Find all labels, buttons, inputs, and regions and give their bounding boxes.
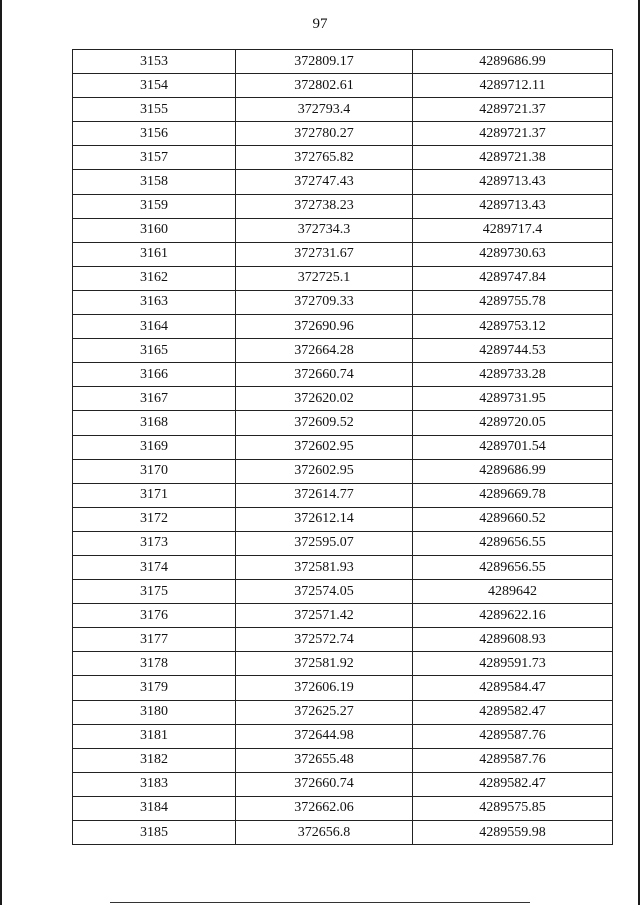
table-row	[73, 122, 613, 146]
x-coordinate-cell: 372595.07	[236, 531, 413, 555]
x-coordinate-cell: 372738.23	[236, 194, 413, 218]
point-id-cell: 3157	[73, 146, 236, 170]
table-row	[73, 363, 613, 387]
y-coordinate-cell: 4289731.95	[413, 387, 613, 411]
table-row	[73, 242, 613, 266]
x-coordinate-cell: 372572.74	[236, 628, 413, 652]
x-coordinate-cell: 372780.27	[236, 122, 413, 146]
table-row	[73, 435, 613, 459]
x-coordinate-cell: 372734.3	[236, 218, 413, 242]
point-id-cell: 3164	[73, 315, 236, 339]
table-row	[73, 676, 613, 700]
table-row	[73, 507, 613, 531]
point-id-cell: 3159	[73, 194, 236, 218]
table-row	[73, 50, 613, 74]
point-id-cell: 3160	[73, 218, 236, 242]
table-row	[73, 604, 613, 628]
table-row	[73, 724, 613, 748]
y-coordinate-cell: 4289721.37	[413, 122, 613, 146]
y-coordinate-cell: 4289587.76	[413, 724, 613, 748]
x-coordinate-cell: 372574.05	[236, 580, 413, 604]
y-coordinate-cell: 4289686.99	[413, 50, 613, 74]
coordinates-table	[72, 49, 613, 845]
point-id-cell: 3177	[73, 628, 236, 652]
y-coordinate-cell: 4289730.63	[413, 242, 613, 266]
table-row	[73, 483, 613, 507]
x-coordinate-cell: 372660.74	[236, 363, 413, 387]
x-coordinate-cell: 372731.67	[236, 242, 413, 266]
table-row	[73, 821, 613, 845]
y-coordinate-cell: 4289575.85	[413, 796, 613, 820]
point-id-cell: 3162	[73, 266, 236, 290]
point-id-cell: 3173	[73, 531, 236, 555]
y-coordinate-cell: 4289582.47	[413, 700, 613, 724]
point-id-cell: 3185	[73, 821, 236, 845]
x-coordinate-cell: 372660.74	[236, 772, 413, 796]
y-coordinate-cell: 4289656.55	[413, 555, 613, 579]
point-id-cell: 3161	[73, 242, 236, 266]
y-coordinate-cell: 4289733.28	[413, 363, 613, 387]
coordinates-table-container	[72, 49, 613, 845]
y-coordinate-cell: 4289744.53	[413, 339, 613, 363]
x-coordinate-cell: 372765.82	[236, 146, 413, 170]
table-row	[73, 580, 613, 604]
y-coordinate-cell: 4289753.12	[413, 315, 613, 339]
point-id-cell: 3154	[73, 74, 236, 98]
point-id-cell: 3166	[73, 363, 236, 387]
x-coordinate-cell: 372725.1	[236, 266, 413, 290]
x-coordinate-cell: 372606.19	[236, 676, 413, 700]
table-row	[73, 628, 613, 652]
bottom-rule	[110, 902, 530, 903]
table-row	[73, 700, 613, 724]
x-coordinate-cell: 372612.14	[236, 507, 413, 531]
point-id-cell: 3181	[73, 724, 236, 748]
y-coordinate-cell: 4289747.84	[413, 266, 613, 290]
point-id-cell: 3168	[73, 411, 236, 435]
x-coordinate-cell: 372614.77	[236, 483, 413, 507]
y-coordinate-cell: 4289713.43	[413, 170, 613, 194]
y-coordinate-cell: 4289660.52	[413, 507, 613, 531]
y-coordinate-cell: 4289686.99	[413, 459, 613, 483]
x-coordinate-cell: 372581.93	[236, 555, 413, 579]
table-row	[73, 315, 613, 339]
table-row	[73, 98, 613, 122]
y-coordinate-cell: 4289608.93	[413, 628, 613, 652]
x-coordinate-cell: 372662.06	[236, 796, 413, 820]
point-id-cell: 3156	[73, 122, 236, 146]
point-id-cell: 3172	[73, 507, 236, 531]
point-id-cell: 3163	[73, 290, 236, 314]
y-coordinate-cell: 4289656.55	[413, 531, 613, 555]
point-id-cell: 3176	[73, 604, 236, 628]
point-id-cell: 3183	[73, 772, 236, 796]
x-coordinate-cell: 372625.27	[236, 700, 413, 724]
x-coordinate-cell: 372655.48	[236, 748, 413, 772]
point-id-cell: 3169	[73, 435, 236, 459]
x-coordinate-cell: 372793.4	[236, 98, 413, 122]
point-id-cell: 3175	[73, 580, 236, 604]
table-row	[73, 290, 613, 314]
point-id-cell: 3153	[73, 50, 236, 74]
table-row	[73, 194, 613, 218]
y-coordinate-cell: 4289721.37	[413, 98, 613, 122]
point-id-cell: 3171	[73, 483, 236, 507]
x-coordinate-cell: 372581.92	[236, 652, 413, 676]
y-coordinate-cell: 4289755.78	[413, 290, 613, 314]
table-row	[73, 170, 613, 194]
x-coordinate-cell: 372571.42	[236, 604, 413, 628]
y-coordinate-cell: 4289713.43	[413, 194, 613, 218]
table-row	[73, 339, 613, 363]
point-id-cell: 3174	[73, 555, 236, 579]
table-row	[73, 218, 613, 242]
y-coordinate-cell: 4289642	[413, 580, 613, 604]
table-row	[73, 652, 613, 676]
x-coordinate-cell: 372609.52	[236, 411, 413, 435]
x-coordinate-cell: 372709.33	[236, 290, 413, 314]
point-id-cell: 3158	[73, 170, 236, 194]
page-number: 97	[312, 16, 328, 32]
table-row	[73, 748, 613, 772]
point-id-cell: 3155	[73, 98, 236, 122]
y-coordinate-cell: 4289720.05	[413, 411, 613, 435]
point-id-cell: 3165	[73, 339, 236, 363]
point-id-cell: 3182	[73, 748, 236, 772]
table-row	[73, 266, 613, 290]
point-id-cell: 3167	[73, 387, 236, 411]
point-id-cell: 3179	[73, 676, 236, 700]
y-coordinate-cell: 4289584.47	[413, 676, 613, 700]
table-row	[73, 459, 613, 483]
y-coordinate-cell: 4289591.73	[413, 652, 613, 676]
table-row	[73, 555, 613, 579]
x-coordinate-cell: 372656.8	[236, 821, 413, 845]
y-coordinate-cell: 4289559.98	[413, 821, 613, 845]
x-coordinate-cell: 372602.95	[236, 435, 413, 459]
point-id-cell: 3184	[73, 796, 236, 820]
y-coordinate-cell: 4289712.11	[413, 74, 613, 98]
y-coordinate-cell: 4289587.76	[413, 748, 613, 772]
x-coordinate-cell: 372747.43	[236, 170, 413, 194]
table-row	[73, 531, 613, 555]
y-coordinate-cell: 4289582.47	[413, 772, 613, 796]
coordinates-table-body	[73, 50, 613, 845]
y-coordinate-cell: 4289669.78	[413, 483, 613, 507]
x-coordinate-cell: 372809.17	[236, 50, 413, 74]
table-row	[73, 411, 613, 435]
table-row	[73, 146, 613, 170]
point-id-cell: 3178	[73, 652, 236, 676]
point-id-cell: 3180	[73, 700, 236, 724]
table-row	[73, 74, 613, 98]
y-coordinate-cell: 4289622.16	[413, 604, 613, 628]
y-coordinate-cell: 4289721.38	[413, 146, 613, 170]
point-id-cell: 3170	[73, 459, 236, 483]
table-row	[73, 796, 613, 820]
table-row	[73, 387, 613, 411]
x-coordinate-cell: 372664.28	[236, 339, 413, 363]
x-coordinate-cell: 372602.95	[236, 459, 413, 483]
x-coordinate-cell: 372690.96	[236, 315, 413, 339]
y-coordinate-cell: 4289717.4	[413, 218, 613, 242]
x-coordinate-cell: 372644.98	[236, 724, 413, 748]
x-coordinate-cell: 372620.02	[236, 387, 413, 411]
table-row	[73, 772, 613, 796]
y-coordinate-cell: 4289701.54	[413, 435, 613, 459]
x-coordinate-cell: 372802.61	[236, 74, 413, 98]
